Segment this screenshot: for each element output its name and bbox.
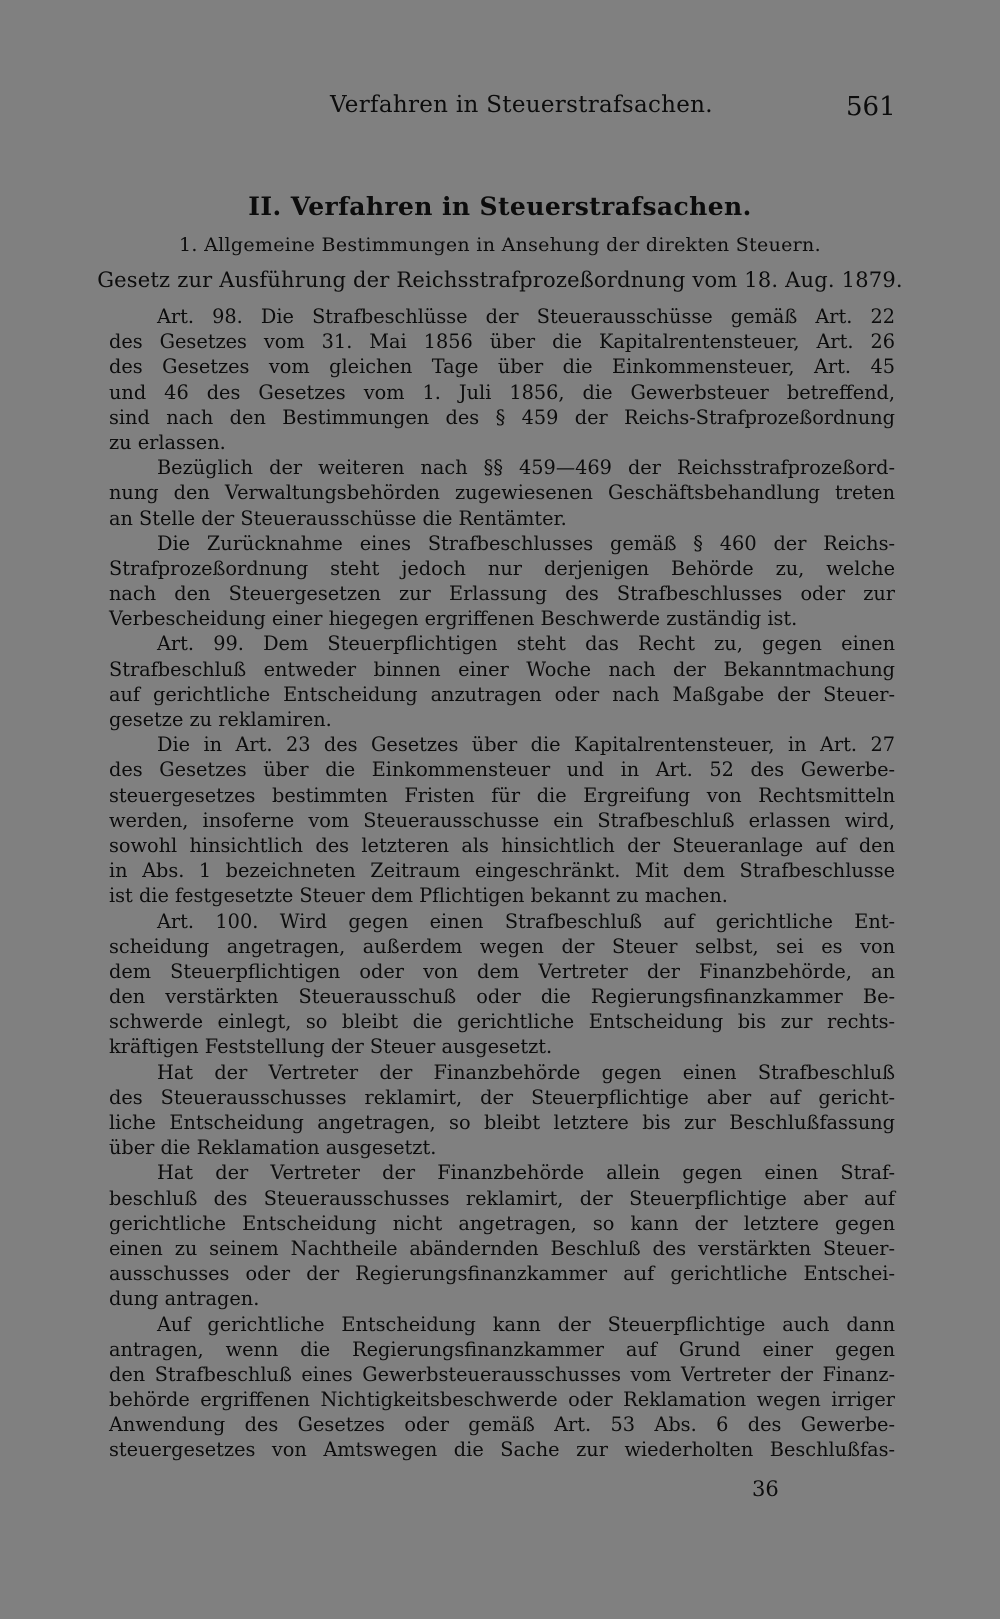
text-line: Hat der Vertreter der Finanzbehörde allein gegen einen Straf- bbox=[157, 1161, 895, 1185]
text-line: ausschusses oder der Regierungsfinanzkammer auf gerichtliche Entschei- bbox=[109, 1262, 895, 1286]
text-line: sind nach den Bestimmungen des § 459 der Reichs-Strafprozeßordnung bbox=[109, 405, 895, 429]
text-line: dung antragen. bbox=[109, 1287, 260, 1311]
running-head bbox=[0, 92, 1000, 128]
text-line: Bezüglich der weiteren nach §§ 459—469 der Reichsstrafprozeßord- bbox=[157, 456, 895, 480]
text-line: einen zu seinem Nachtheile abändernden Beschluß des verstärkten Steuer- bbox=[109, 1236, 895, 1260]
text-line: steuergesetzes von Amtswegen die Sache zur wiederholten Beschlußfas- bbox=[109, 1438, 895, 1462]
text-line: auf gerichtliche Entscheidung anzutragen oder nach Maßgabe der Steuer- bbox=[109, 682, 895, 706]
text-line: Anwendung des Gesetzes oder gemäß Art. 53 Abs. 6 des Gewerbe- bbox=[109, 1413, 895, 1437]
text-line: behörde ergriffenen Nichtigkeitsbeschwerde oder Reklamation wegen irriger bbox=[109, 1388, 895, 1412]
text-line: den Strafbeschluß eines Gewerbsteuerausschusses vom Vertreter der Finanz- bbox=[109, 1362, 895, 1386]
page-number: 561 bbox=[846, 92, 896, 122]
text-line: beschluß des Steuerausschusses reklamirt, der Steuerpflichtige aber auf bbox=[109, 1186, 895, 1210]
text-line: gesetze zu reklamiren. bbox=[109, 708, 332, 731]
text-line: kräftigen Feststellung der Steuer ausgesetzt. bbox=[109, 1035, 553, 1059]
text-line: steuergesetzes bestimmten Fristen für die Ergreifung von Rechtsmitteln bbox=[109, 783, 895, 807]
text-line: Art. 98. Die Strafbeschlüsse der Steuerausschüsse gemäß Art. 22 bbox=[157, 305, 895, 328]
text-line: sowohl hinsichtlich des letzteren als hinsichtlich der Steueranlage auf den bbox=[109, 833, 895, 857]
text-line: Auf gerichtliche Entscheidung kann der Steuerpflichtige auch dann bbox=[157, 1312, 895, 1336]
text-line: und 46 des Gesetzes vom 1. Juli 1856, die Gewerbsteuer betreffend, bbox=[109, 380, 895, 404]
section-heading: II. Verfahren in Steuerstrafsachen. bbox=[248, 192, 752, 221]
subsection-heading: 1. Allgemeine Bestimmungen in Ansehung der direkten Steuern. bbox=[179, 234, 821, 256]
text-line: nach den Steuergesetzen zur Erlassung des Strafbeschlusses oder zur bbox=[109, 582, 895, 606]
text-line: scheidung angetragen, außerdem wegen der Steuer selbst, sei es von bbox=[109, 934, 895, 958]
text-line: über die Reklamation ausgesetzt. bbox=[109, 1136, 437, 1160]
text-line: antragen, wenn die Regierungsfinanzkammer auf Grund einer gegen bbox=[109, 1337, 895, 1361]
text-line: Art. 99. Dem Steuerpflichtigen steht das Recht zu, gegen einen bbox=[157, 632, 895, 656]
text-line: des Gesetzes vom 31. Mai 1856 über die Kapitalrentensteuer, Art. 26 bbox=[109, 330, 895, 354]
running-title: Verfahren in Steuerstrafsachen. bbox=[330, 92, 713, 118]
text-line: schwerde einlegt, so bleibt die gerichtliche Entscheidung bis zur rechts- bbox=[109, 1010, 895, 1034]
text-line: zu erlassen. bbox=[109, 430, 226, 454]
text-line: den verstärkten Steuerausschuß oder die Regierungsfinanzkammer Be- bbox=[109, 985, 895, 1009]
text-line: Die in Art. 23 des Gesetzes über die Kapitalrentensteuer, in Art. 27 bbox=[157, 733, 895, 757]
text-line: liche Entscheidung angetragen, so bleibt letztere bis zur Beschlußfassung bbox=[109, 1111, 895, 1134]
text-line: des Gesetzes vom gleichen Tage über die Einkommensteuer, Art. 45 bbox=[109, 355, 895, 379]
text-line: Hat der Vertreter der Finanzbehörde gegen einen Strafbeschluß bbox=[157, 1060, 895, 1084]
text-line: des Steuerausschusses reklamirt, der Steuerpflichtige aber auf gericht- bbox=[109, 1085, 895, 1109]
text-line: dem Steuerpflichtigen oder von dem Vertreter der Finanzbehörde, an bbox=[109, 959, 895, 983]
text-line: Verbescheidung einer hiegegen ergriffenen Beschwerde zuständig ist. bbox=[109, 607, 798, 631]
text-line: des Gesetzes über die Einkommensteuer und in Art. 52 des Gewerbe- bbox=[109, 758, 895, 782]
text-line: gerichtliche Entscheidung nicht angetragen, so kann der letztere gegen bbox=[109, 1211, 895, 1235]
text-line: Strafprozeßordnung steht jedoch nur derjenigen Behörde zu, welche bbox=[109, 556, 895, 580]
law-title: Gesetz zur Ausführung der Reichsstrafprozeßordnung vom 18. Aug. 1879. bbox=[97, 268, 903, 292]
text-line: Die Zurücknahme eines Strafbeschlusses gemäß § 460 der Reichs- bbox=[157, 531, 895, 555]
signature-mark: 36 bbox=[752, 1477, 779, 1501]
text-line: werden, insoferne vom Steuerausschusse ein Strafbeschluß erlassen wird, bbox=[109, 808, 895, 832]
text-line: ist die festgesetzte Steuer dem Pflichtigen bekannt zu machen. bbox=[109, 884, 728, 908]
text-line: Strafbeschluß entweder binnen einer Woche nach der Bekanntmachung bbox=[109, 657, 895, 681]
body-text bbox=[109, 304, 895, 1463]
text-line: an Stelle der Steuerausschüsse die Rentämter. bbox=[109, 506, 567, 530]
text-line: nung den Verwaltungsbehörden zugewiesenen Geschäftsbehandlung treten bbox=[109, 481, 895, 505]
text-line: in Abs. 1 bezeichneten Zeitraum eingeschränkt. Mit dem Strafbeschlusse bbox=[109, 859, 895, 883]
text-line: Art. 100. Wird gegen einen Strafbeschluß auf gerichtliche Ent- bbox=[157, 909, 895, 933]
